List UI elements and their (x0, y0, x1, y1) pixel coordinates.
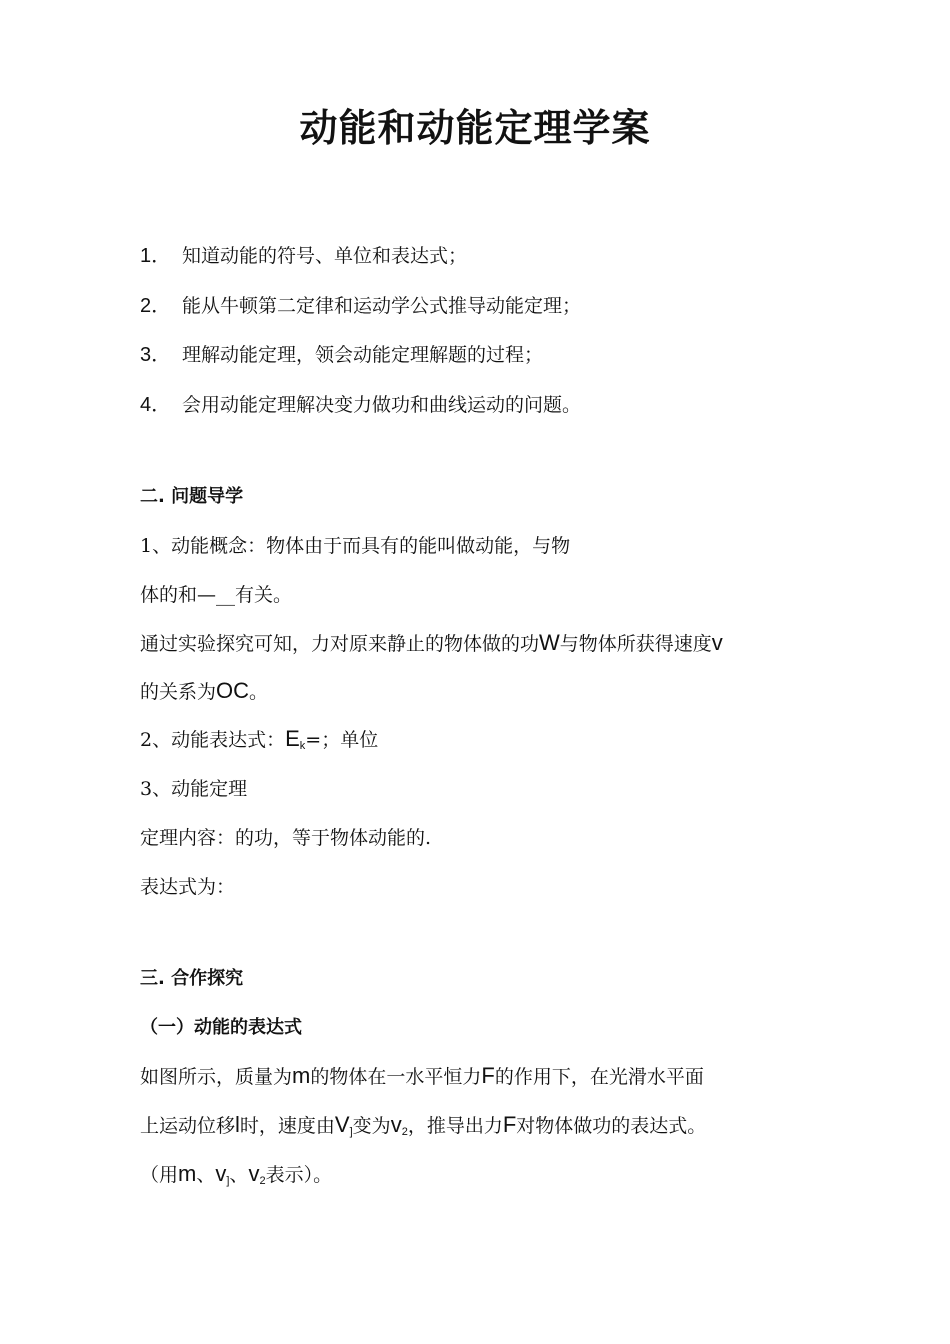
objective-item (140, 242, 467, 270)
problem-line-2 (140, 1111, 706, 1146)
initial-velocity-subscript: ] (226, 1175, 230, 1187)
objective-number: 1． (140, 245, 172, 267)
objective-text: 能从牛顿第二定律和运动学公式推导动能定理； (182, 295, 582, 317)
theorem-content: 定理内容：的功，等于物体动能的. (140, 827, 432, 849)
mass-symbol: m (178, 1161, 197, 1186)
problem-text: 、 (196, 1164, 216, 1186)
problem-line-3 (140, 1160, 332, 1195)
problem-text: 如图所示，质量为 (140, 1066, 293, 1088)
subsection-heading: （一）动能的表达式 (140, 1017, 302, 1038)
section-heading-problem-guide: 二. 问题导学 (140, 486, 244, 507)
kinetic-energy-concept-line1: 1、动能概念：物体由于而具有的能叫做动能，与物 (140, 535, 571, 557)
objective-text: 会用动能定理解决变力做功和曲线运动的问题。 (182, 394, 582, 416)
objective-item (140, 292, 581, 320)
relation-line (140, 677, 268, 706)
relation-text-b: 。 (249, 681, 269, 703)
problem-text: （用 (140, 1164, 179, 1186)
problem-text: 对物体做功的表达式。 (516, 1115, 707, 1137)
objective-item (140, 341, 543, 369)
initial-velocity-subscript: ] (349, 1126, 353, 1138)
relation-text-a: 的关系为 (140, 681, 217, 703)
problem-text: ，推导出力 (407, 1115, 503, 1137)
objective-item (140, 391, 581, 419)
problem-text: 、 (229, 1164, 249, 1186)
final-velocity-subscript: 2 (401, 1126, 408, 1138)
problem-text: 的物体在一水平恒力 (310, 1066, 482, 1088)
final-velocity-subscript: 2 (259, 1175, 266, 1187)
force-symbol: F (481, 1063, 495, 1088)
problem-text: 时，速度由 (239, 1115, 335, 1137)
energy-symbol: E (285, 726, 300, 751)
experiment-text-a: 通过实验探究可知，力对原来静止的物体做的功 (140, 633, 540, 655)
expression-unit: =；单位 (305, 729, 379, 751)
velocity-symbol: v (711, 630, 723, 655)
kinetic-energy-expression-line (140, 725, 378, 760)
problem-line-1 (140, 1062, 704, 1091)
theorem-expression-label: 表达式为： (140, 876, 236, 898)
work-symbol: W (539, 630, 560, 655)
objective-number: 2． (140, 295, 172, 317)
experiment-text-b: 与物体所获得速度 (559, 633, 712, 655)
page-title: 动能和动能定理学案 (299, 106, 651, 150)
section-heading-cooperative-inquiry: 三. 合作探究 (140, 968, 244, 989)
force-symbol: F (502, 1112, 517, 1137)
mass-symbol: m (292, 1063, 311, 1088)
experiment-line (140, 629, 723, 658)
initial-velocity-symbol: V (334, 1112, 350, 1137)
objective-number: 3． (140, 344, 172, 366)
expression-label: 2、动能表达式： (140, 729, 286, 751)
initial-velocity-symbol: v (215, 1161, 227, 1186)
kinetic-energy-concept-line2: 体的和—__有关。 (140, 584, 293, 606)
objective-text: 知道动能的符号、单位和表达式； (182, 245, 468, 267)
energy-subscript: k (299, 740, 306, 752)
objective-text: 理解动能定理，领会动能定理解题的过程； (182, 344, 544, 366)
final-velocity-symbol: v (248, 1161, 260, 1186)
displacement-symbol: l (235, 1112, 240, 1137)
problem-text: 上运动位移 (140, 1115, 236, 1137)
final-velocity-symbol: v (390, 1112, 402, 1137)
objective-number: 4． (140, 394, 172, 416)
problem-text: 的作用下，在光滑水平面 (494, 1066, 704, 1088)
problem-text: 表示）。 (265, 1164, 333, 1186)
problem-text: 变为 (352, 1115, 391, 1137)
kinetic-energy-theorem-label: 3、动能定理 (140, 778, 248, 800)
relation-symbol: OC (216, 678, 250, 703)
